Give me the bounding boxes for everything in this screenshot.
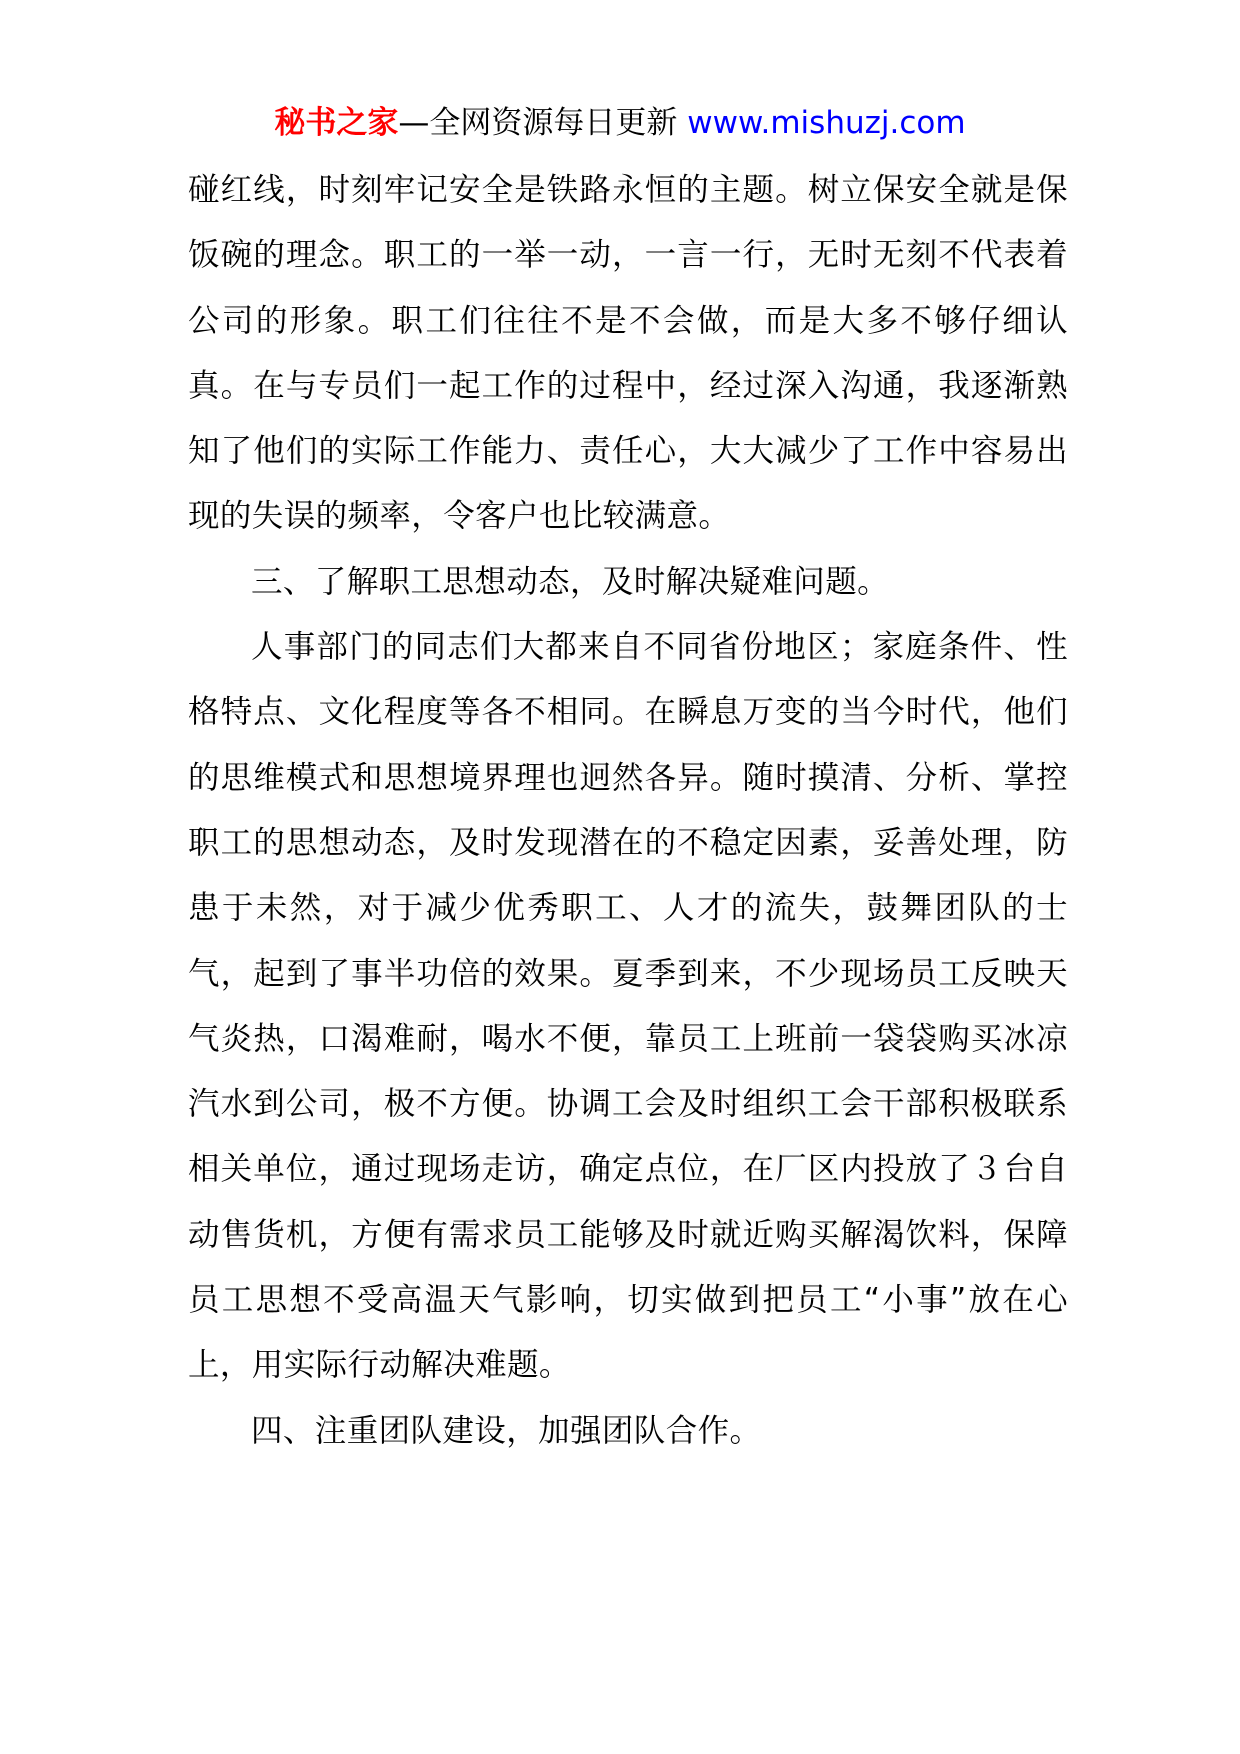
site-brand: 秘书之家: [274, 105, 399, 141]
page-header: [0, 100, 1240, 146]
document-body: [188, 158, 1068, 1464]
section-heading: 四、注重团队建设，加强团队合作。: [251, 1412, 762, 1449]
body-paragraph: 人事部门的同志们大都来自不同省份地区；家庭条件、性格特点、文化程度等各不相同。在瞬息万变的当今时代，他们的思维模式和思想境界理也迥然各异。随时摸清、分析、掌控职工的思想动态，及时发现潜在的不稳定因素，妥善处理，防患于未然，对于减少优秀职工、人才的流失，鼓舞团队的士气，起到了事半功倍的效果。夏季到来，不少现场员工反映天气炎热，口渴难耐，喝水不便，靠员工上班前一袋袋购买冰凉汽水到公司，极不方便。协调工会及时组织工会干部积极联系相关单位，通过现场走访，确定点位，在厂区内投放了３台自动售货机，方便有需求员工能够及时就近购买解渴饮料，保障员工思想不受高温天气影响，切实做到把员工“小事”放在心上，用实际行动解决难题。: [188, 629, 1068, 1384]
site-tagline: —全网资源每日更新: [398, 105, 678, 141]
section-heading: 三、了解职工思想动态，及时解决疑难问题。: [251, 563, 890, 600]
site-url-link[interactable]: www.mishuzj.com: [687, 105, 966, 141]
body-paragraph: 碰红线，时刻牢记安全是铁路永恒的主题。树立保安全就是保饭碗的理念。职工的一举一动，一言一行，无时无刻不代表着公司的形象。职工们往往不是不会做，而是大多不够仔细认真。在与专员们一起工作的过程中，经过深入沟通，我逐渐熟知了他们的实际工作能力、责任心，大大减少了工作中容易出现的失误的频率，令客户也比较满意。: [188, 172, 1068, 535]
